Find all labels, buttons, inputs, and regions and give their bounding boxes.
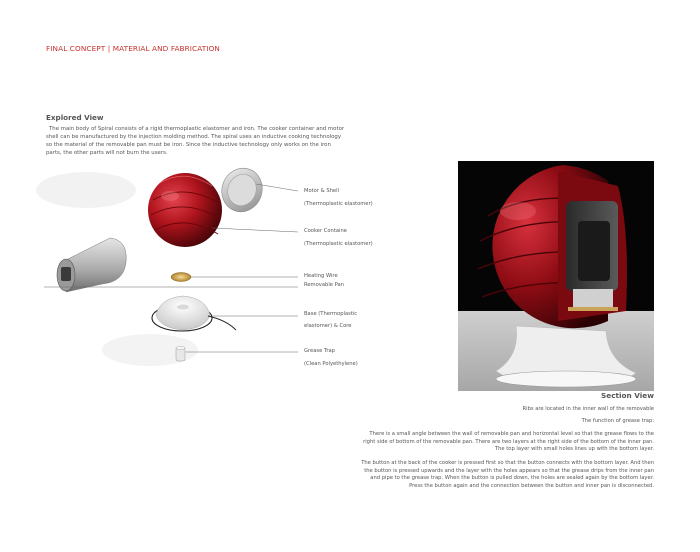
part-label-line: Cooker Containe [304, 228, 347, 234]
part-label-line: Base (Thermoplastic [304, 311, 358, 317]
section-grease-trap-heading: The function of grease trap: [581, 418, 654, 424]
part-label-line: Heating Wire [304, 273, 338, 279]
part-label-line: Grease Trap [304, 348, 335, 354]
part-label-base [304, 311, 357, 330]
part-label-grease-trap [304, 348, 358, 368]
explored-view-description: The main body of Spiral consists of a rigid thermoplastic elastomer and iron. The cooker container and motor shell can be manufactured by the injection molding method. The spiral uses an inductive cooking technology so the material of the removable pan must be iron. Since the inductive technology only works on the iron parts, the other parts will not burn the users. [46, 126, 345, 156]
base-illustration [152, 296, 236, 331]
part-label-cooker-container [304, 228, 373, 248]
part-label-heating-wire [304, 273, 344, 289]
sectioned-cooker-render [458, 161, 654, 391]
part-label-line: elastomer) & Core [304, 323, 352, 329]
explored-view-title: Explored View [46, 113, 104, 122]
grease-trap-illustration [176, 346, 185, 361]
section-paragraph-1: There is a small angle between the wall of removable pan and horizontal level so that the grease flows to the right side of bottom of the removable pan. There are two layers at the right side of the bottom of the inner pan. The top layer with small holes lines up with the bottom layer. [363, 431, 654, 453]
section-view-title: Section View [601, 391, 654, 400]
part-label-motor-shell [304, 188, 373, 208]
heating-plate-illustration [171, 273, 191, 282]
cooker-container-illustration [148, 173, 222, 247]
motor-shell-illustration [216, 162, 269, 217]
part-label-line: Motor & Shell [304, 188, 339, 194]
part-label-line: (Thermoplastic elastomer) [304, 201, 373, 207]
part-label-line: (Thermoplastic elastomer) [304, 241, 373, 247]
part-label-line: (Clean Polyethylene) [304, 361, 358, 367]
page-header: FINAL CONCEPT | MATERIAL AND FABRICATION [46, 44, 220, 53]
section-ribs-note: Ribs are located in the inner wall of the removable [522, 406, 654, 412]
part-label-line: Removable Pan [304, 282, 344, 288]
section-paragraph-2: The button at the back of the cooker is pressed first so that the button connects with the bottom layer. And then the button is pressed upwards and the layer with the holes appears so that the grease drips from the inner pan and pipe to the grease trap. When the button is pulled down, the holes are sealed again by the bottom layer. Press the button again and the connection between the button and inner pan is disconnected. [361, 460, 654, 489]
motor-housing-illustration [57, 238, 126, 292]
